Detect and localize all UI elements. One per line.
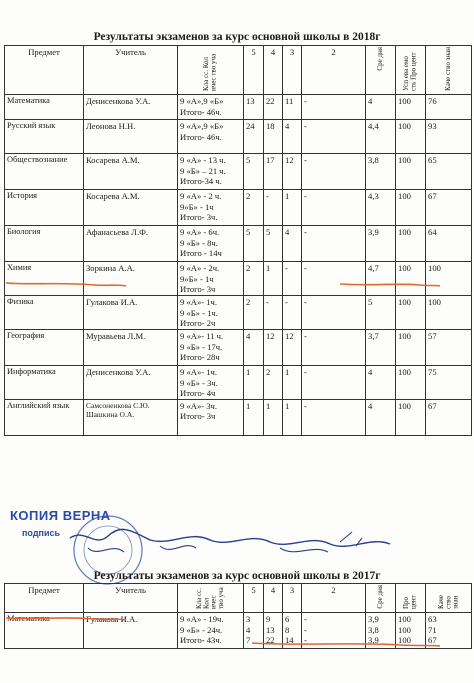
table-row (5, 296, 472, 330)
table-cell: 9 «А» - 19ч. 9 «Б» - 24ч. Итого- 43ч. (178, 613, 244, 649)
header-row (5, 46, 472, 95)
table-cell: 2 (244, 296, 264, 330)
header-label: Кла сс. Кол ичес тво уча (202, 53, 218, 91)
table-cell: 100 (396, 366, 426, 400)
table-row (5, 613, 472, 649)
table-cell: Информатика (5, 366, 84, 400)
table-cell: 4 (366, 95, 396, 120)
table-cell: 9 «А»- 3ч. Итого- 3ч (178, 400, 244, 436)
table-cell: - (302, 296, 366, 330)
header-cell (302, 46, 366, 95)
table-cell: 4,7 (366, 262, 396, 296)
table-cell: 12 (283, 330, 302, 366)
table-cell: 100 (396, 154, 426, 190)
table-cell: Леонова Н.Н. (84, 120, 178, 154)
header-label: 2 (331, 585, 336, 595)
header-cell (178, 46, 244, 95)
table-cell: 17 (264, 154, 283, 190)
table-cell: 100 (396, 120, 426, 154)
table-cell: 4 (366, 366, 396, 400)
header-cell (283, 46, 302, 95)
table-cell: 9 «А»,9 «Б» Итого- 46ч. (178, 95, 244, 120)
table-cell: 6 8 14 (283, 613, 302, 649)
table-cell: 2 (264, 366, 283, 400)
table-cell: 3 4 7 (244, 613, 264, 649)
table-cell: 5 (244, 226, 264, 262)
header-label: Кла сс. Кол ичес тво уча (194, 587, 225, 609)
table-cell: 1 (264, 400, 283, 436)
table-cell: 100 (396, 262, 426, 296)
table-cell: - (302, 262, 366, 296)
table-cell: - (302, 95, 366, 120)
table-cell: Русский язык (5, 120, 84, 154)
table-cell: 100 (396, 400, 426, 436)
table-cell: 100 (396, 226, 426, 262)
header-cell (84, 46, 178, 95)
table-row (5, 190, 472, 226)
stamp-line2: подпись (22, 528, 61, 538)
table-cell: 12 (283, 154, 302, 190)
table-cell: - (302, 330, 366, 366)
table-cell: 100 (396, 330, 426, 366)
results-table-2018 (4, 45, 472, 436)
table-cell: 4 (366, 400, 396, 436)
table-cell: 1 (283, 400, 302, 436)
header-label: Сре дня (375, 585, 384, 609)
table-cell: 4 (283, 226, 302, 262)
table-cell: 4 (244, 330, 264, 366)
header-label: 3 (289, 585, 295, 595)
header-cell (5, 584, 84, 613)
table-cell: - (302, 154, 366, 190)
table-cell: 100 (396, 296, 426, 330)
table-cell: 67 (426, 190, 472, 226)
table-cell: - - - (302, 613, 366, 649)
header-label: Предмет (28, 47, 60, 57)
table-cell: 22 (264, 95, 283, 120)
table-cell: Денисенкова У.А. (84, 366, 178, 400)
header-label: 2 (331, 47, 336, 57)
table-cell: 9 «А»- 1ч. 9 «Б» - 1ч. Итого- 2ч (178, 296, 244, 330)
header-cell (426, 46, 472, 95)
table-cell: Афанасьева Л.Ф. (84, 226, 178, 262)
table-cell: - (283, 262, 302, 296)
header-label: Усп ева емо сть Про цент (402, 52, 418, 91)
table-cell: 67 (426, 400, 472, 436)
table-row (5, 400, 472, 436)
table-cell: 9 13 22 (264, 613, 283, 649)
table-cell: 100 (426, 262, 472, 296)
table-cell: 3,9 3,8 3,9 (366, 613, 396, 649)
header-label: Учитель (115, 585, 146, 595)
table-cell: 100 (396, 190, 426, 226)
table-cell: - (302, 226, 366, 262)
table-cell: 13 (244, 95, 264, 120)
table-cell: 18 (264, 120, 283, 154)
table-cell: 1 (264, 262, 283, 296)
table-cell: 2 (244, 262, 264, 296)
header-label: 5 (251, 585, 256, 595)
table-cell: 1 (283, 190, 302, 226)
table-cell: 9 «А»- 1ч. 9 «Б» - 3ч. Итого- 4ч (178, 366, 244, 400)
header-label: Сре дня (375, 47, 384, 71)
table-cell: 5 (264, 226, 283, 262)
header-cell (84, 584, 178, 613)
header-cell (5, 46, 84, 95)
table-cell: История (5, 190, 84, 226)
table-cell: Косарева А.М. (84, 190, 178, 226)
results-table-2017 (4, 583, 472, 649)
table-cell: 3,8 (366, 154, 396, 190)
table-cell: Физика (5, 296, 84, 330)
header-cell (264, 46, 283, 95)
table-cell: Косарева А.М. (84, 154, 178, 190)
table-cell: 11 (283, 95, 302, 120)
table-cell: Муравьева Л.М. (84, 330, 178, 366)
table-cell: 76 (426, 95, 472, 120)
table-cell: Английский язык (5, 400, 84, 436)
table-row (5, 226, 472, 262)
table-cell: Гулакова И.А. (84, 296, 178, 330)
header-cell (366, 584, 396, 613)
table-cell: - (264, 296, 283, 330)
table-cell: 93 (426, 120, 472, 154)
header-cell (366, 46, 396, 95)
table-cell: Биология (5, 226, 84, 262)
table-cell: 1 (244, 366, 264, 400)
header-label: Учитель (115, 47, 146, 57)
header-label: 4 (270, 585, 276, 595)
header-label: Каче ство знан (443, 47, 452, 91)
table-cell: Гулакова И.А. (84, 613, 178, 649)
header-cell (244, 584, 264, 613)
table-cell: 12 (264, 330, 283, 366)
header-cell (396, 46, 426, 95)
table-cell: - (283, 296, 302, 330)
table-row (5, 95, 472, 120)
table-cell: 4,3 (366, 190, 396, 226)
header-cell (302, 584, 366, 613)
header-cell (283, 584, 302, 613)
header-label: Предмет (28, 585, 60, 595)
header-row (5, 584, 472, 613)
table-cell: 9 «А» - 2ч. 9»Б» - 1ч Итого- 3ч (178, 262, 244, 296)
table-cell: Зоркина А.А. (84, 262, 178, 296)
table-cell: 3,9 (366, 226, 396, 262)
header-label: 4 (270, 47, 276, 57)
table-cell: 63 71 67 (426, 613, 472, 649)
table-row (5, 366, 472, 400)
table-cell: Самсоненкова С.Ю. Шашкина О.А. (84, 400, 178, 436)
table-row (5, 120, 472, 154)
table-cell: 100 100 100 (396, 613, 426, 649)
header-label: 3 (289, 47, 295, 57)
table-cell: География (5, 330, 84, 366)
table-cell: 5 (244, 154, 264, 190)
table-cell: 100 (396, 95, 426, 120)
header-cell (244, 46, 264, 95)
table-cell: 75 (426, 366, 472, 400)
table-cell: - (264, 190, 283, 226)
table-cell: - (302, 190, 366, 226)
table-cell: - (302, 120, 366, 154)
table-cell: 4,4 (366, 120, 396, 154)
table-cell: Химия (5, 262, 84, 296)
table-cell: 3,7 (366, 330, 396, 366)
table-cell: 24 (244, 120, 264, 154)
table-cell: 57 (426, 330, 472, 366)
table-row (5, 154, 472, 190)
table-cell: 4 (283, 120, 302, 154)
table-cell: 9 «А»- 11 ч. 9 «Б» - 17ч. Итого- 28ч (178, 330, 244, 366)
header-cell (396, 584, 426, 613)
table-cell: 9 «А» - 6ч. 9 «Б» - 8ч. Итого - 14ч (178, 226, 244, 262)
table-cell: 1 (244, 400, 264, 436)
table-cell: 9 «А» - 13 ч. 9 «Б» – 21 ч. Итого-34 ч. (178, 154, 244, 190)
table-cell: Математика (5, 95, 84, 120)
table-cell: 9 «А» - 2 ч. 9»Б» - 1ч Итого- 3ч. (178, 190, 244, 226)
header-label: Каче ство знан (436, 594, 460, 609)
table-cell: 5 (366, 296, 396, 330)
table-cell: - (302, 400, 366, 436)
table-cell: Денисенкова У.А. (84, 95, 178, 120)
table-cell: 1 (283, 366, 302, 400)
stamp-line1: КОПИЯ ВЕРНА (10, 508, 111, 523)
title-2018: Результаты экзаменов за курс основной школы в 2018г (93, 31, 381, 43)
table-cell: 2 (244, 190, 264, 226)
table-row (5, 262, 472, 296)
table-cell: 65 (426, 154, 472, 190)
header-cell (426, 584, 472, 613)
table-row (5, 330, 472, 366)
header-cell (264, 584, 283, 613)
header-label: Про цент (402, 595, 418, 609)
table-cell: Обществознание (5, 154, 84, 190)
table-cell: Математика (5, 613, 84, 649)
header-label: 5 (251, 47, 256, 57)
table-cell: 100 (426, 296, 472, 330)
title-2017: Результаты экзаменов за курс основной школы в 2017г (93, 570, 381, 582)
table-cell: 64 (426, 226, 472, 262)
table-cell: - (302, 366, 366, 400)
header-cell (178, 584, 244, 613)
table-cell: 9 «А»,9 «Б» Итого- 46ч. (178, 120, 244, 154)
